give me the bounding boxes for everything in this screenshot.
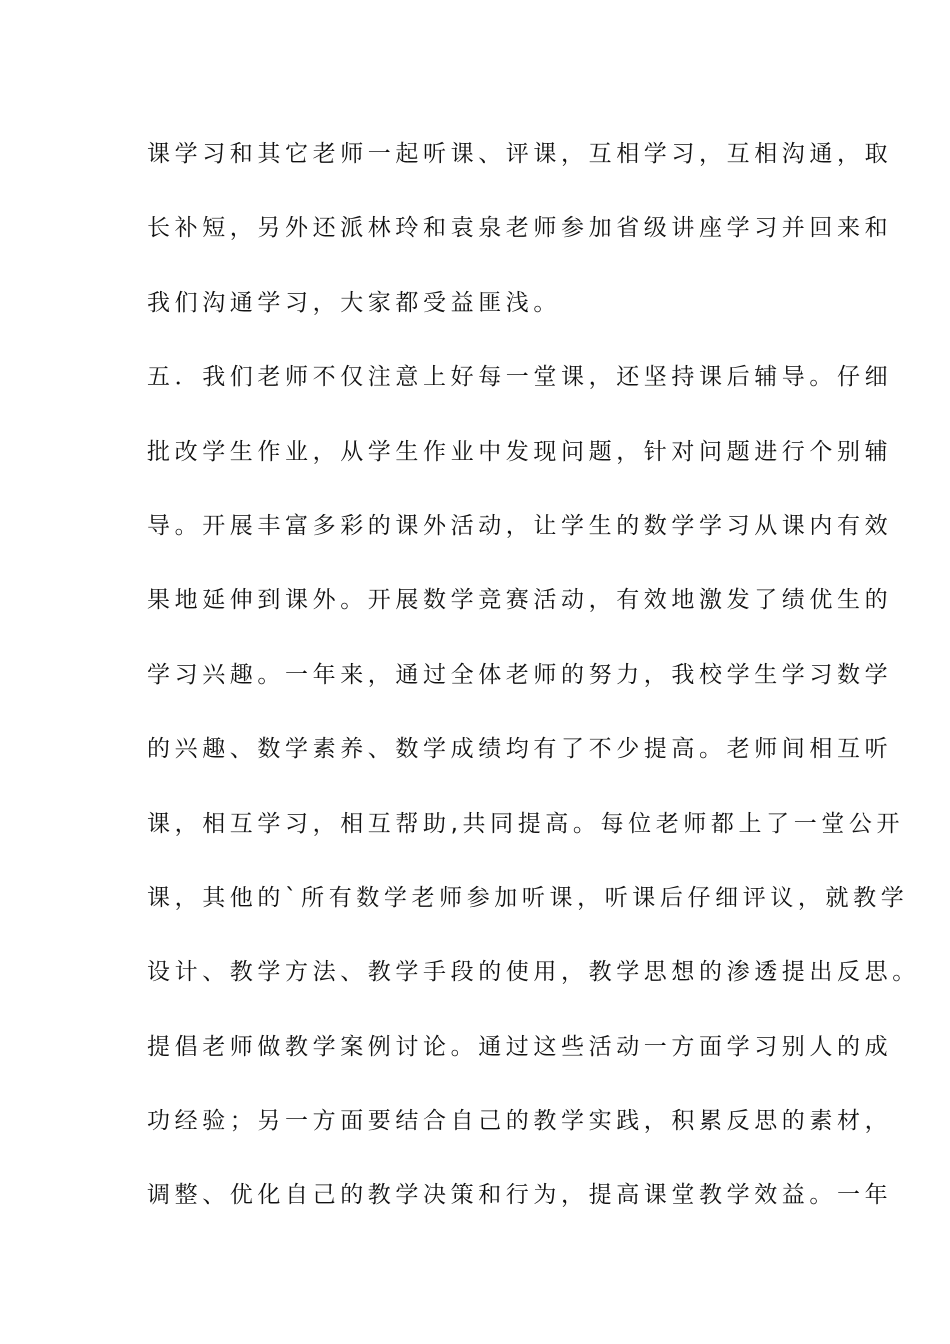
text-line: 课，相互学习，相互帮助,共同提高。每位老师都上了一堂公开 bbox=[147, 810, 905, 837]
text-line: 长补短，另外还派林玲和袁泉老师参加省级讲座学习并回来和 bbox=[147, 215, 893, 242]
text-line: 学习兴趣。一年来，通过全体老师的努力，我校学生学习数学 bbox=[147, 661, 893, 688]
text-line: 功经验；另一方面要结合自己的教学实践，积累反思的素材， bbox=[147, 1108, 893, 1135]
text-line: 调整、优化自己的教学决策和行为，提高课堂教学效益。一年 bbox=[147, 1182, 893, 1209]
text-line: 批改学生作业，从学生作业中发现问题，针对问题进行个别辅 bbox=[147, 438, 893, 465]
text-line: 的兴趣、数学素养、数学成绩均有了不少提高。老师间相互听 bbox=[147, 736, 893, 763]
text-line: 设计、教学方法、教学手段的使用，教学思想的渗透提出反思。 bbox=[147, 959, 920, 986]
text-line: 导。开展丰富多彩的课外活动，让学生的数学学习从课内有效 bbox=[147, 512, 893, 539]
text-line: 果地延伸到课外。开展数学竞赛活动，有效地激发了绩优生的 bbox=[147, 587, 893, 614]
text-line: 提倡老师做教学案例讨论。通过这些活动一方面学习别人的成 bbox=[147, 1033, 893, 1060]
document-body bbox=[147, 128, 920, 1244]
text-line: 五．我们老师不仅注意上好每一堂课，还坚持课后辅导。仔细 bbox=[147, 364, 893, 391]
text-line: 课学习和其它老师一起听课、评课，互相学习，互相沟通，取 bbox=[147, 141, 893, 167]
text-line: 我们沟通学习，大家都受益匪浅。 bbox=[147, 289, 561, 316]
text-line: 课，其他的`所有数学老师参加听课，听课后仔细评议，就教学 bbox=[147, 884, 909, 911]
